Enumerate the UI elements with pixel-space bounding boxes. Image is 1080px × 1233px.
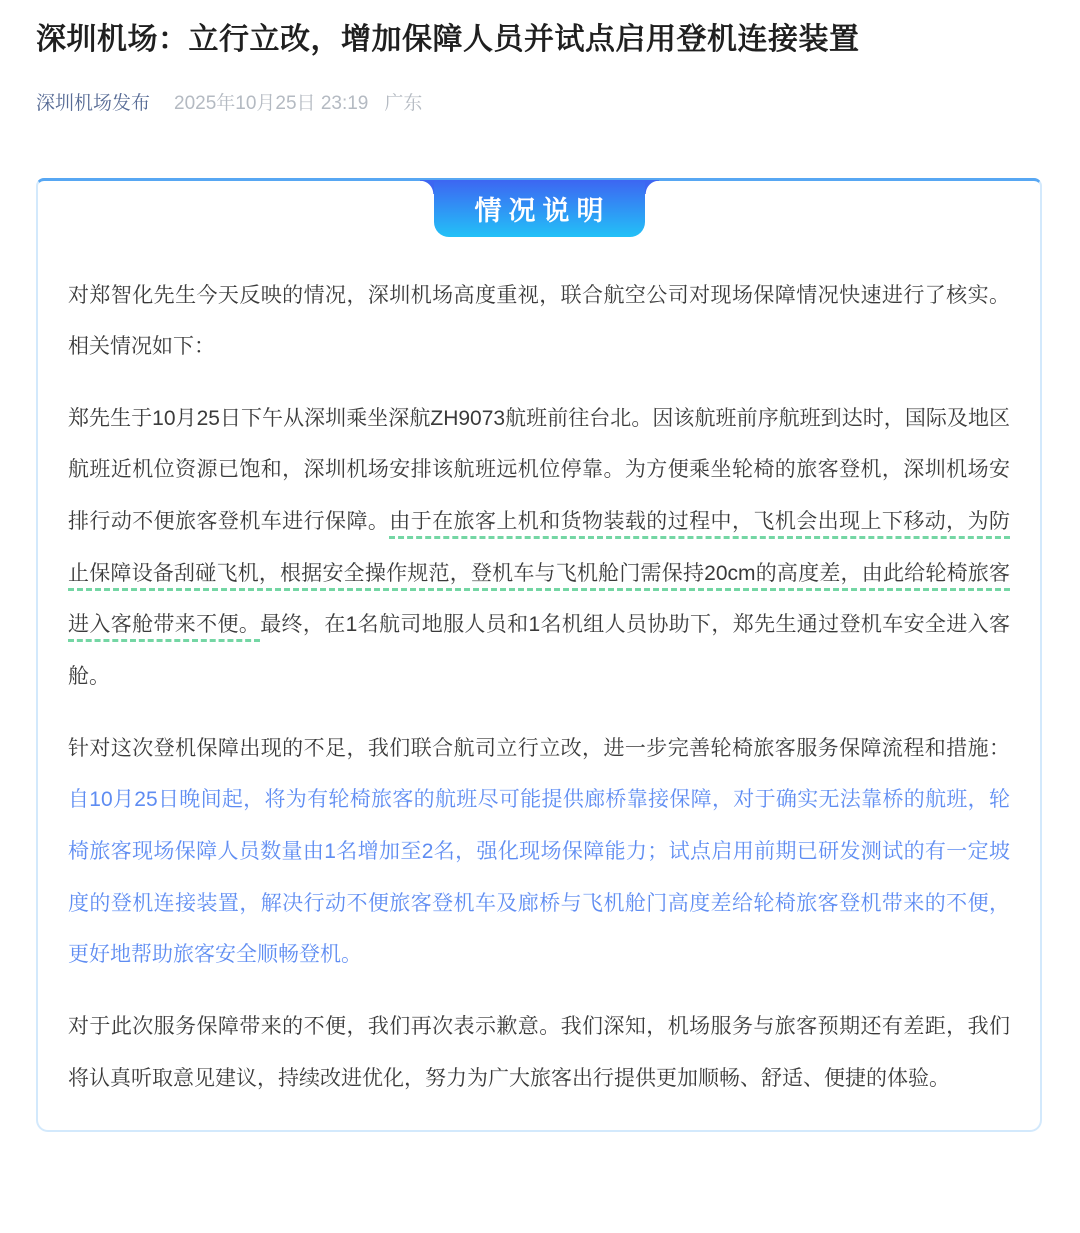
measures-text-highlighted: 自10月25日晚间起，将为有轮椅旅客的航班尽可能提供廊桥靠接保障，对于确实无法靠桥的航班，轮椅旅客现场保障人员数量由1名增加至2名，强化现场保障能力；试点启用前期已研发测试的有一定坡度的登机连接装置，解决行动不便旅客登机车及廊桥与飞机舱门高度差给轮椅旅客登机带来的不便，更好地帮助旅客安全顺畅登机。 [68, 788, 1010, 967]
paragraph-apology: 对于此次服务保障带来的不便，我们再次表示歉意。我们深知，机场服务与旅客预期还有差距，我们将认真听取意见建议，持续改进优化，努力为广大旅客出行提供更加顺畅、舒适、便捷的体验。 [68, 1015, 1010, 1090]
statement-badge [434, 180, 645, 237]
statement-card [36, 178, 1042, 1133]
statement-body [68, 270, 1010, 1105]
article-title: 深圳机场：立行立改，增加保障人员并试点启用登机连接装置 [36, 23, 860, 56]
incident-text-underlined: 由于在旅客上机和货物装载的过程中，飞机会出现上下移动，为防止保障设备刮碰飞机，根据安全操作规范，登机车与飞机舱门需保持20cm的高度差，由此给轮椅旅客进入客舱带来不便。 [68, 510, 1010, 637]
paragraph-incident [68, 393, 1010, 703]
paragraph-intro: 对郑智化先生今天反映的情况，深圳机场高度重视，联合航空公司对现场保障情况快速进行了核实。相关情况如下： [68, 283, 1010, 359]
byline [36, 88, 1042, 115]
publisher-link[interactable]: 深圳机场发布 [36, 92, 151, 114]
publish-date: 2025年10月25日 23:19 [174, 92, 369, 114]
statement-badge-label: 情况说明 [474, 195, 611, 226]
badge-row [68, 181, 1010, 237]
publish-location: 广东 [384, 92, 423, 114]
incident-text-lead: 郑先生于10月25日下午从深圳乘坐深航ZH9073航班前往台北。因该航班前序航班到达时，国际及地区航班近机位资源已饱和，深圳机场安排该航班远机位停靠。为方便乘坐轮椅的旅客登机，深圳机场安排行动不便旅客登机车进行保障。 [68, 406, 1010, 534]
incident-text-tail: 最终，在1名航司地服人员和1名机组人员协助下，郑先生通过登机车安全进入客舱。 [68, 613, 1010, 689]
measures-text-lead: 针对这次登机保障出现的不足，我们联合航司立行立改，进一步完善轮椅旅客服务保障流程和措施： [68, 736, 1010, 760]
paragraph-measures [68, 723, 1010, 981]
